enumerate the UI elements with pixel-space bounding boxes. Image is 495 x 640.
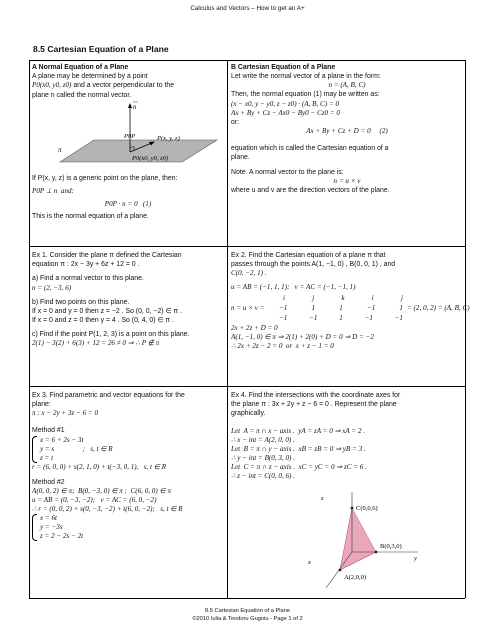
det-top-row: i j k i j (283, 294, 403, 303)
det-prefix: n = u × v = (231, 304, 267, 313)
x-axis-label: x (308, 559, 311, 566)
point-c (351, 507, 354, 510)
example-2 (231, 251, 470, 351)
ex3-method2-label: Method #2 (32, 478, 65, 486)
box-b-line2: Then, the normal equation (1) may be written as: (231, 91, 380, 99)
box-normal-equation (32, 63, 224, 100)
det-row-2: −1 −1 1 −1 −1 (279, 314, 403, 323)
point-a-label: A(2,0,0) (344, 574, 367, 581)
ex2-determinant (231, 294, 470, 324)
ex4-line3: graphically. (231, 410, 266, 418)
fig-p0-label: P0(x0, y0, z0) (132, 155, 169, 162)
ex1-part-c: c) Find if the point P(1, 2, 3) is a point on this plane. (32, 331, 190, 339)
ex3-m2c: ∴ r = (0, 0, 2) + s(0, −3, −2) + t(6, 0, −2); s, t ∈ R (32, 504, 183, 513)
ex2-line1: Ex 2. Find the Cartesian equation of a plane π that (231, 252, 386, 259)
box-a-tail: This is the normal equation of a plane. (32, 213, 149, 221)
box-cartesian-equation (231, 63, 463, 196)
fig-pi-label: π (58, 146, 62, 154)
box-b-line5: where u and v are the direction vectors of the plane. (231, 187, 390, 195)
grid-line-row2 (29, 386, 465, 387)
ex3-q3: z = 2 − 2s − 2t (40, 531, 84, 540)
ex2-m4: A(1, −1, 0) ∈ π ⇒ 2(1) + 2(0) + D = 0 ⇒ D = −2 (231, 333, 374, 342)
ex1-part-c-answer: 2(1) − 3(2) + 6(3) + 12 = 26 ≠ 0 ⇒ ∴ P ∉ π (32, 339, 160, 348)
box-a-if-line: If P(x, y, z) is a generic point on the plane, then: (32, 175, 178, 182)
footer-line-2: ©2010 Iulia & Teodoru Gugoiu - Page 1 of 2 (192, 616, 303, 622)
grid-line-bottom (29, 598, 465, 599)
ex2-m1: u = AB = (−1, 1, 1); v = AC = (−1, −1, 1) (231, 283, 356, 292)
det-row-1: −1 1 1 −1 1 (279, 304, 403, 313)
section-title: 8.5 Cartesian Equation of a Plane (33, 44, 169, 54)
point-c-label: C(0,0,6) (356, 505, 378, 512)
ex3-p2: y = s ; s, t ∈ R (40, 444, 113, 453)
ex1-part-a: a) Find a normal vector to this plane. (32, 275, 144, 283)
fig-p0p-label: P0P (124, 133, 136, 140)
ex4-r6: ∴ z − int = C(0, 0, 6) . (231, 471, 295, 480)
page-header: Calculus and Vectors – How to get an A+ (190, 5, 305, 12)
box-a-line3: plane n called the normal vector. (32, 91, 132, 99)
box-b-m4: n = u × v (333, 177, 361, 186)
ex3-vector-1: r = (6, 0, 0) + s(2, 1, 0) + t(−3, 0, 1), s, t ∈ R (32, 462, 167, 471)
point-b-label: B(0,3,0) (380, 543, 402, 550)
ex3-q2: y = −3s (40, 522, 63, 531)
box-b-line3: equation which is called the Cartesian equation of a (231, 144, 389, 152)
ex4-line2: the plane π : 3x + 2y + z − 6 = 0 . Represent the plane (231, 401, 397, 409)
box-b-or: or: (231, 118, 240, 126)
ex1-part-b-line1: If x = 0 and y = 0 then z = −2 . So (0, 0, −2) ∈ π . (32, 307, 182, 315)
example-1 (32, 251, 224, 348)
box-b-line4: plane. (231, 154, 250, 162)
example-3 (32, 391, 224, 541)
plane-normal-figure (32, 100, 224, 170)
z-axis-label: z (321, 495, 324, 502)
ex2-m3: 2x + 2z + D = 0 (231, 324, 278, 333)
box-a-eq1: P0P · n = 0 (1) (104, 200, 152, 209)
ex1-part-b: b) Find two points on this plane. (32, 298, 130, 306)
ex3-p1: x = 6 + 2s − 3t (40, 435, 84, 444)
box-b-m2: Ax + By + Cz − Ax0 − By0 − Cz0 = 0 (231, 108, 340, 117)
ex3-m2b: u = AB = (0, −3, −2); v = AC = (6, 0, −2) (32, 495, 157, 504)
grid-line-right (465, 60, 466, 598)
ex4-r2: ∴ x − int = A(2, 0, 0) . (231, 435, 295, 444)
fig-p-label: P(x, y, z) (157, 135, 180, 142)
ex1-part-a-answer: n = (2, −3, 6) (32, 283, 72, 292)
box-b-eq-n: n = (A, B, C) (328, 81, 366, 90)
ex3-p3: z = t (40, 453, 54, 462)
ex3-line3: π : x − 2y + 3z − 6 = 0 (32, 409, 99, 418)
ex3-m2a: A(0, 0, 2) ∈ π; B(0, −3, 0) ∈ π ; C(6, 0, 0) ∈ π (32, 486, 171, 495)
box-b-m1: (x − x0, y − y0, z − z0) · (A, B, C) = 0 (231, 99, 339, 108)
ex2-line2: passes through the points A(1, −1, 0) , B(0, 0, 1) , and (231, 261, 396, 269)
ex2-m5: ∴ 2x + 2z − 2 = 0 or x + z − 1 = 0 (231, 342, 334, 351)
box-a-line1: A plane may be determined by a point (32, 73, 148, 81)
box-b-note: Note. A normal vector to the plane is: (231, 169, 344, 177)
example-4 (231, 391, 463, 481)
intercepts-graph (300, 488, 430, 596)
ex4-r3: Let B = π ∩ y − axis . xB = zB = 0 ⇒ yB = 3 . (231, 444, 366, 453)
grid-line-middle (227, 60, 228, 598)
ex4-r1: Let A = π ∩ x − axis . yA = zA = 0 ⇒ xA = 2 . (231, 426, 366, 435)
fig-n-label: n (133, 103, 137, 111)
box-a-heading: A Normal Equation of a Plane (32, 64, 129, 71)
ex3-parametric-2 (32, 514, 224, 541)
ex3-parametric-1 (32, 436, 224, 463)
ex3-line1: Ex 3. Find parametric and vector equations for the (32, 392, 185, 399)
grid-line-row1 (29, 246, 465, 247)
box-a-bottom (32, 174, 224, 221)
ex1-part-b-line2: If x = 0 and z = 0 then y = 4 . So (0, 4, 0) ∈ π . (32, 317, 174, 325)
ex1-line2: equation π : 2x − 3y + 6z + 12 = 0 . (32, 261, 140, 269)
box-a-line2: P0(x0, y0, z0) and a vector perpendicular to the (32, 81, 175, 90)
box-b-line1: Let write the normal vector of a plane in the form: (231, 73, 381, 81)
box-b-heading: B Cartesian Equation of a Plane (231, 64, 336, 71)
point-a (339, 569, 342, 572)
ex4-r5: Let C = π ∩ z − axis . xC = yC = 0 ⇒ zC = 6 . (231, 462, 367, 471)
grid-line-left (29, 60, 30, 598)
det-result: = (2, 0, 2) = (A, B, C) (407, 304, 470, 313)
ex2-line3: C(0, −2, 1) . (231, 269, 267, 278)
ex3-line2: plane: (32, 401, 51, 409)
box-a-perp-line: P0P ⊥ n and: (32, 187, 74, 196)
normal-arrowhead (128, 103, 132, 108)
footer-line-1: 8.5 Cartesian Equation of a Plane (204, 608, 291, 614)
grid-line-top (29, 60, 465, 61)
ex3-method1-label: Method #1 (32, 427, 65, 435)
ex3-q1: x = 6t (40, 513, 58, 522)
ex1-line1: Ex 1. Consider the plane π defined the Cartesian (32, 252, 182, 259)
point-b (375, 551, 378, 554)
y-axis-label: y (414, 555, 417, 562)
box-b-m3: Ax + By + Cz + D = 0 (2) (306, 126, 388, 135)
ex4-r4: ∴ y − int = B(0, 3, 0) . (231, 453, 295, 462)
ex4-line1: Ex 4. Find the intersections with the coordinate axes for (231, 392, 401, 399)
